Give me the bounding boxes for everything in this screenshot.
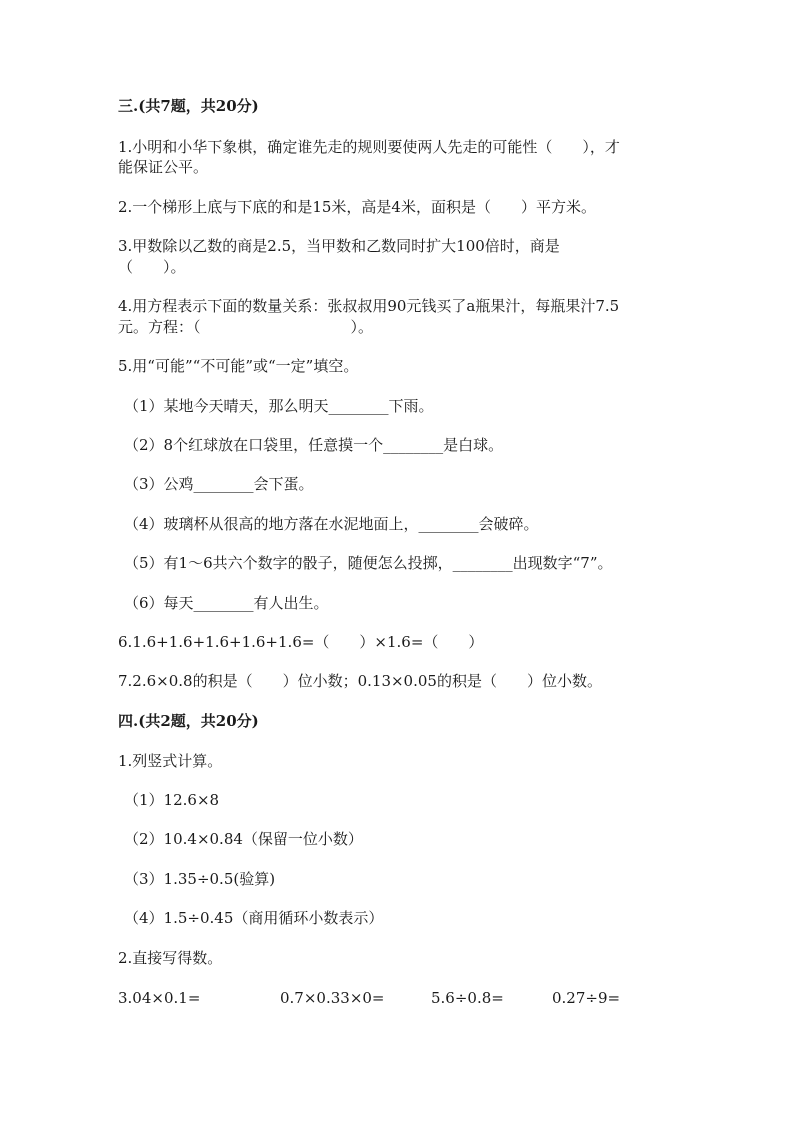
question-4-1-item-3: （3）1.35÷0.5(验算) [124, 870, 276, 888]
question-4-2: 2.直接写得数。 [118, 949, 223, 967]
question-5-item-5: （5）有1～6共六个数字的骰子，随便怎么投掷，________出现数字“7”。 [124, 554, 613, 572]
question-4-line-2: 元。方程：（ ）。 [118, 318, 374, 336]
question-1-line-1: 1.小明和小华下象棋，确定谁先走的规则要使两人先走的可能性（ ），才 [118, 138, 620, 156]
question-3-line-2: （ ）。 [118, 258, 186, 276]
question-5: 5.用“可能”“不可能”或“一定”填空。 [118, 357, 359, 375]
question-6: 6.1.6+1.6+1.6+1.6+1.6=（ ）×1.6=（ ） [118, 633, 484, 651]
mental-math-item-3: 5.6÷0.8= [431, 989, 504, 1007]
question-5-item-3: （3）公鸡________会下蛋。 [124, 475, 314, 493]
question-4-1: 1.列竖式计算。 [118, 752, 223, 770]
question-4-1-item-1: （1）12.6×8 [124, 791, 220, 809]
mental-math-item-1: 3.04×0.1= [118, 989, 201, 1007]
question-7: 7.2.6×0.8的积是（ ）位小数；0.13×0.05的积是（ ）位小数。 [118, 672, 602, 690]
question-4-1-item-2: （2）10.4×0.84（保留一位小数） [124, 830, 363, 848]
question-3-line-1: 3.甲数除以乙数的商是2.5，当甲数和乙数同时扩大100倍时，商是 [118, 237, 560, 255]
question-5-item-1: （1）某地今天晴天，那么明天________下雨。 [124, 397, 434, 415]
question-5-item-6: （6）每天________有人出生。 [124, 594, 329, 612]
question-1-line-2: 能保证公平。 [118, 158, 209, 176]
question-5-item-2: （2）8个红球放在口袋里，任意摸一个________是白球。 [124, 436, 504, 454]
section-3-title: 三.(共7题，共20分) [118, 97, 259, 115]
mental-math-item-4: 0.27÷9= [552, 989, 621, 1007]
mental-math-item-2: 0.7×0.33×0= [280, 989, 385, 1007]
question-5-item-4: （4）玻璃杯从很高的地方落在水泥地面上，________会破碎。 [124, 515, 539, 533]
section-4-title: 四.(共2题，共20分) [118, 712, 259, 730]
question-2: 2.一个梯形上底与下底的和是15米，高是4米，面积是（ ）平方米。 [118, 198, 596, 216]
question-4-line-1: 4.用方程表示下面的数量关系：张叔叔用90元钱买了a瓶果汁，每瓶果汁7.5 [118, 297, 620, 315]
question-4-1-item-4: （4）1.5÷0.45（商用循环小数表示） [124, 909, 384, 927]
